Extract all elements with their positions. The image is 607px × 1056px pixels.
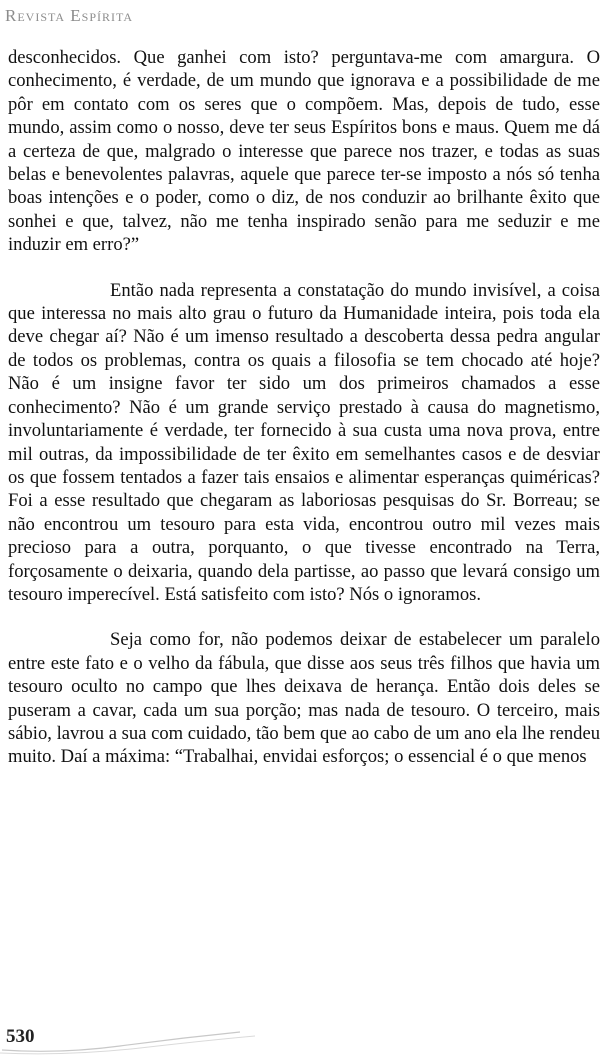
paragraph-1: desconhecidos. Que ganhei com isto? perguntava-me com amargura. O conhecimento, é verdade, de um mundo que ignorava e a possibilidade de me pôr em contato com os seres que o compõem. Mas, depois de tudo, esse mundo, assim como o nosso, deve ter seus Espíritos bons e maus. Quem me dá a certeza de que, malgrado o interesse que parece nos trazer, e todas as suas belas e benevolentes palavras, aquele que parece ter-se imposto a nós só tenha boas intenções e o poder, como o diz, de nos conduzir ao brilhante êxito que sonhei e que, talvez, não me tenha inspirado senão para me seduzir e me induzir em erro?” bbox=[8, 47, 600, 256]
body-text bbox=[8, 46, 600, 769]
paragraph-3: Seja como for, não podemos deixar de estabelecer um paralelo entre este fato e o velho da fábula, que disse aos seus três filhos que havia um tesouro oculto no campo que lhes deixava de herança. Então dois deles se puseram a cavar, cada um sua porção; mas nada de tesouro. O terceiro, mais sábio, lavrou a sua com cuidado, tão bem que ao cabo de um ano ela lhe rendeu muito. Daí a máxima: “Trabalhai, envidai esforços; o essencial é o que menos bbox=[8, 629, 600, 768]
page-footer bbox=[0, 1020, 607, 1056]
footer-swoosh-ornament bbox=[0, 1020, 260, 1056]
running-header: Revista Espírita bbox=[5, 6, 134, 25]
paragraph-2: Então nada representa a constatação do mundo invisível, a coisa que interessa no mais alto grau o futuro da Humanidade inteira, pois toda ela deve chegar aí? Não é um imenso resultado a descoberta dessa pedra angular de todos os problemas, contra os quais a filosofia se tem chocado até hoje? Não é um insigne favor ter sido um dos primeiros chamados a esse conhecimento? Não é um grande serviço prestado à causa do magnetismo, involuntariamente é verdade, ter fornecido à sua custa uma nova prova, entre mil outras, da impossibilidade de ter êxito em semelhantes casos e de desviar os que fossem tentados a fazer tais ensaios e alimentar esperanças quiméricas? Foi a esse resultado que chegaram as laboriosas pesquisas do Sr. Borreau; se não encontrou um tesouro para esta vida, encontrou outro mil vezes mais precioso para a outra, porquanto, o que tivesse encontrado na Terra, forçosamente o deixaria, quando dela partisse, ao passo que levará consigo um tesouro imperecível. Está satisfeito com isto? Nós o ignoramos. bbox=[8, 279, 600, 605]
page-number: 530 bbox=[6, 1026, 35, 1047]
